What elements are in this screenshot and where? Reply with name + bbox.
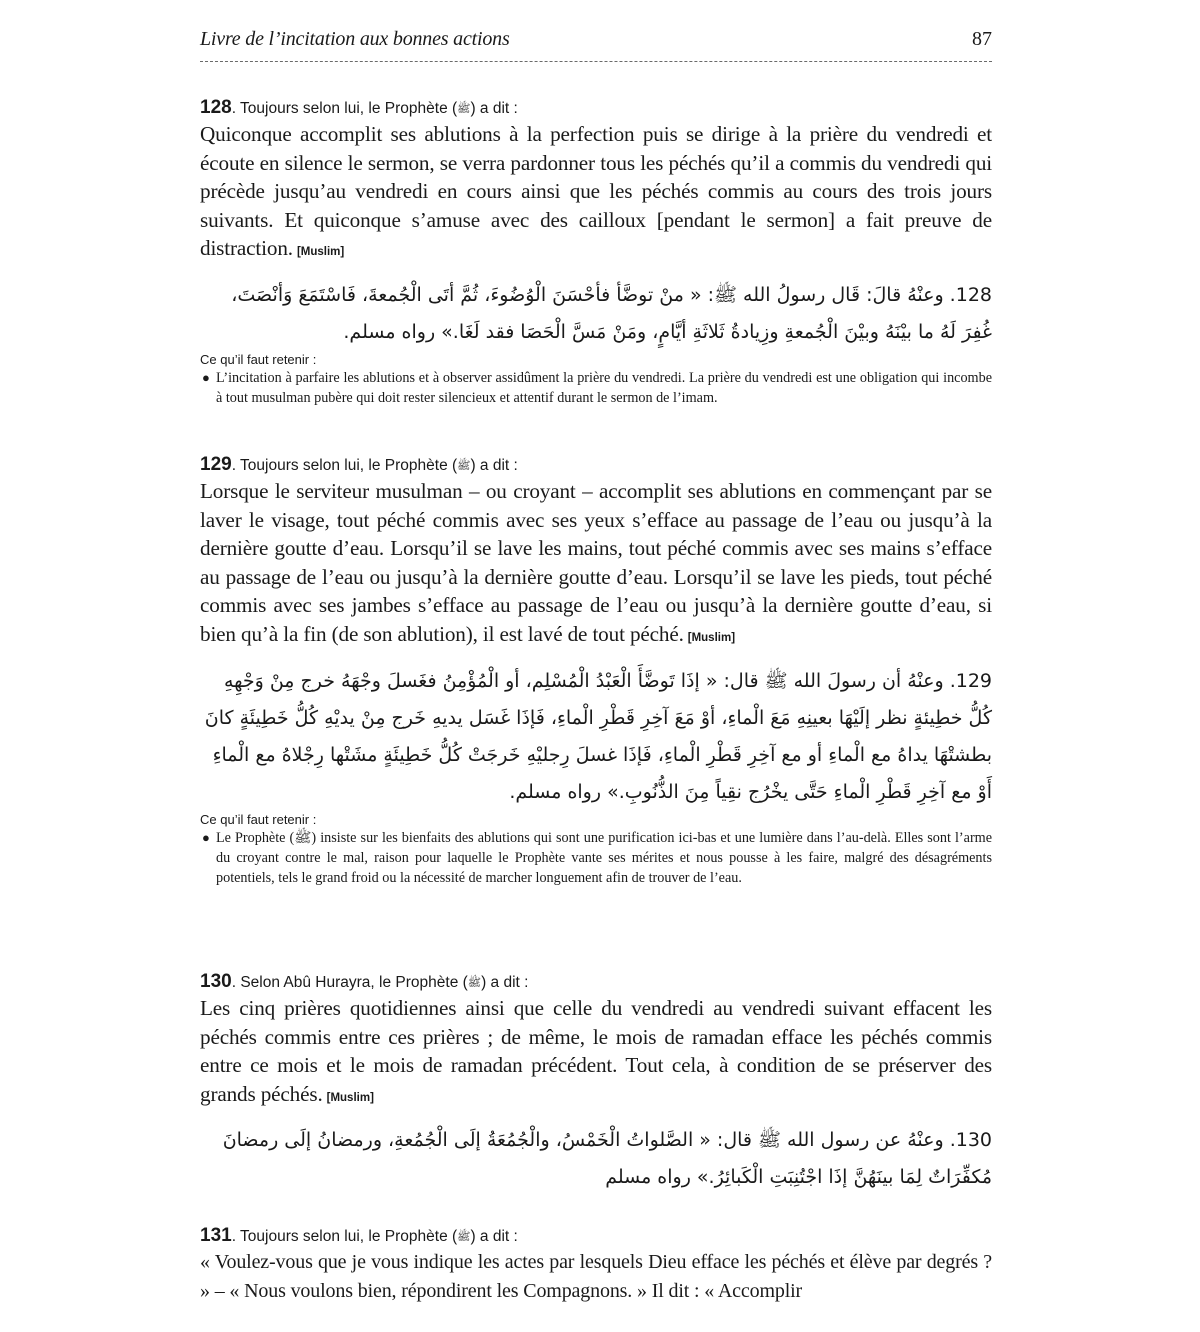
french-translation: Les cinq prières quotidiennes ainsi que celle du vendredi au vendredi suivant effacent les péchés commis entre ces prières ; de même, le mois de ramadan efface les péchés commis entre ce mois et le mois de ramadan précédent. Tout cela, à condition de se préserver des grands péchés. [Muslim] (200, 996, 992, 1106)
salutation-icon: ﷺ (457, 1231, 471, 1243)
retain-point: ● Le Prophète (ﷺ) insiste sur les bienfaits des ablutions qui sont une purification ici-bas et une lumière dans l’au-delà. Elles sont l’arme du croyant contre le mal, raison pour laquelle le Prophète vante ses mérites et nous pousse à les faire, malgré des désagréments potentiels, tels le grand froid ou la nécessité de marcher longuement afin de trouver de l’eau. (202, 829, 992, 886)
hadith-intro-end: ) a dit : (481, 974, 529, 991)
retain-label: Ce qu’il faut retenir : (200, 351, 317, 367)
salutation-icon: ﷺ (457, 103, 471, 115)
hadith-heading (200, 455, 992, 477)
french-translation: Lorsque le serviteur musulman – ou croyant – accomplit ses ablutions en commençant par se laver le visage, tout péché commis avec ses yeux s’efface au passage de l’eau ou jusqu’à la dernière goutte d’eau. Lorsqu’il se lave les mains, tout péché commis avec ses mains s’efface au passage de l’eau ou jusqu’à la dernière goutte d’eau. Lorsqu’il se lave les pieds, tout péché commis avec ses jambes s’efface au passage de l’eau ou jusqu’à la dernière goutte d’eau, si bien qu’à la fin (de son ablution), il est lavé de tout péché. [Muslim] (200, 479, 992, 646)
hadith-intro-end: ) a dit : (470, 457, 518, 474)
bullet-icon: ● (202, 369, 210, 385)
hadith-heading (200, 972, 992, 994)
hadith-intro: . Selon Abû Hurayra, le Prophète ( (231, 974, 468, 991)
bullet-icon: ● (202, 829, 210, 845)
salutation-icon: ﷺ (457, 460, 471, 472)
hadith-131 (200, 1226, 992, 1305)
hadith-intro-end: ) a dit : (470, 100, 518, 117)
hadith-heading (200, 98, 992, 120)
hadith-130 (200, 972, 992, 1196)
arabic-text: 130. وعنْهُ عن رسول الله ﷺ قال: « الصَّلواتُ الْخَمْسُ، والْجُمُعَةُ إلَى الْجُمُعةِ، ورمضانُ إلَى رمضانَ مُكفِّرَاتٌ لِمَا بينَهُنَّ إذَا اجْتُنِبَتِ الْكَبائِرُ.» رواه مسلم (222, 1129, 992, 1189)
source-reference: [Muslim] (296, 246, 345, 259)
arabic-text: 129. وعنْهُ أن رسولَ الله ﷺ قال: « إذَا تَوضَّأَ الْعَبْدُ الْمُسْلِم، أو الْمُؤْمِنُ فغَسلَ وجْهَهُ خرج مِنْ وَجْهِهِ كُلُّ خطِيئةٍ نظر إلَيْهَا بعينِهِ مَعَ الْماءِ، أوْ مَعَ آخِرِ قَطْرِ الْماءِ، فَإذَا غَسَل يديهِ خَرج مِنْ يديْهِ كُلُّ خَطِيئَةٍ كانَ بطشتْهَا يداهُ مع الْماءِ أو مع آخِرِ قَطْرِ الْماءِ، فَإذَا غسلَ رِجليْهِ خَرجَتْ كُلُّ خَطِيئَةٍ مشَتْها رِجْلاهُ مع الْماءِ أَوْ مع آخِرِ قَطْرِ الْماءِ حَتَّى يخْرُج نقِياً مِنَ الذُّنُوبِ.» رواه مسلم. (204, 669, 992, 803)
hadith-number: 130 (200, 971, 232, 992)
source-reference: [Muslim] (687, 631, 736, 644)
header-divider (200, 61, 992, 62)
hadith-number: 131 (200, 1225, 232, 1246)
french-translation: Quiconque accomplit ses ablutions à la perfection puis se dirige à la prière du vendredi et écoute en silence le sermon, se verra pardonner tous les péchés qu’il a commis du vendredi qui précède jusqu’au vendredi en cours ainsi que les péchés commis au cours des trois jours suivants. Et quiconque s’amuse avec des cailloux [pendant le sermon] a fait preuve de distraction. [Muslim] (200, 122, 992, 261)
arabic-text: 128. وعنْهُ قالَ: قَال رسولُ الله ﷺ: « منْ توضَّأ فأحْسَنَ الْوُضُوءَ، ثُمَّ أتَى الْجُمعةَ، فَاسْتَمَعَ وَأنْصَتَ، غُفِرَ لَهُ ما بيْنَهُ وبيْنَ الْجُمعةِ وزِيادةُ ثَلاثَةِ أيَّامٍ، ومَنْ مَسَّ الْحَصَا فقد لَغَا.» رواه مسلم. (231, 283, 992, 343)
page-number: 87 (972, 28, 992, 50)
retain-label: Ce qu’il faut retenir : (200, 811, 317, 827)
hadith-intro: . Toujours selon lui, le Prophète ( (231, 1228, 458, 1245)
hadith-heading (200, 1226, 992, 1248)
running-head (200, 28, 992, 56)
hadith-number: 129 (200, 454, 232, 475)
hadith-128 (200, 98, 992, 408)
source-reference: [Muslim] (326, 1091, 374, 1104)
running-title: Livre de l’incitation aux bonnes actions (200, 28, 510, 50)
hadith-intro: . Toujours selon lui, le Prophète ( (231, 100, 458, 117)
hadith-129 (200, 455, 992, 888)
salutation-icon: ﷺ (467, 977, 482, 989)
retain-point: ● L’incitation à parfaire les ablutions et à observer assidûment la prière du vendredi. La prière du vendredi est une obligation qui incombe à tout musulman pubère qui doit rester silencieux et attentif durant le sermon de l’imam. (202, 369, 992, 406)
hadith-number: 128 (200, 97, 232, 118)
hadith-intro-end: ) a dit : (470, 1228, 518, 1245)
french-translation: « Voulez-vous que je vous indique les actes par lesquels Dieu efface les péchés et élève par degrés ? » – « Nous voulons bien, répondirent les Compagnons. » Il dit : « Accomplir (200, 1251, 992, 1302)
hadith-intro: . Toujours selon lui, le Prophète ( (231, 457, 458, 474)
